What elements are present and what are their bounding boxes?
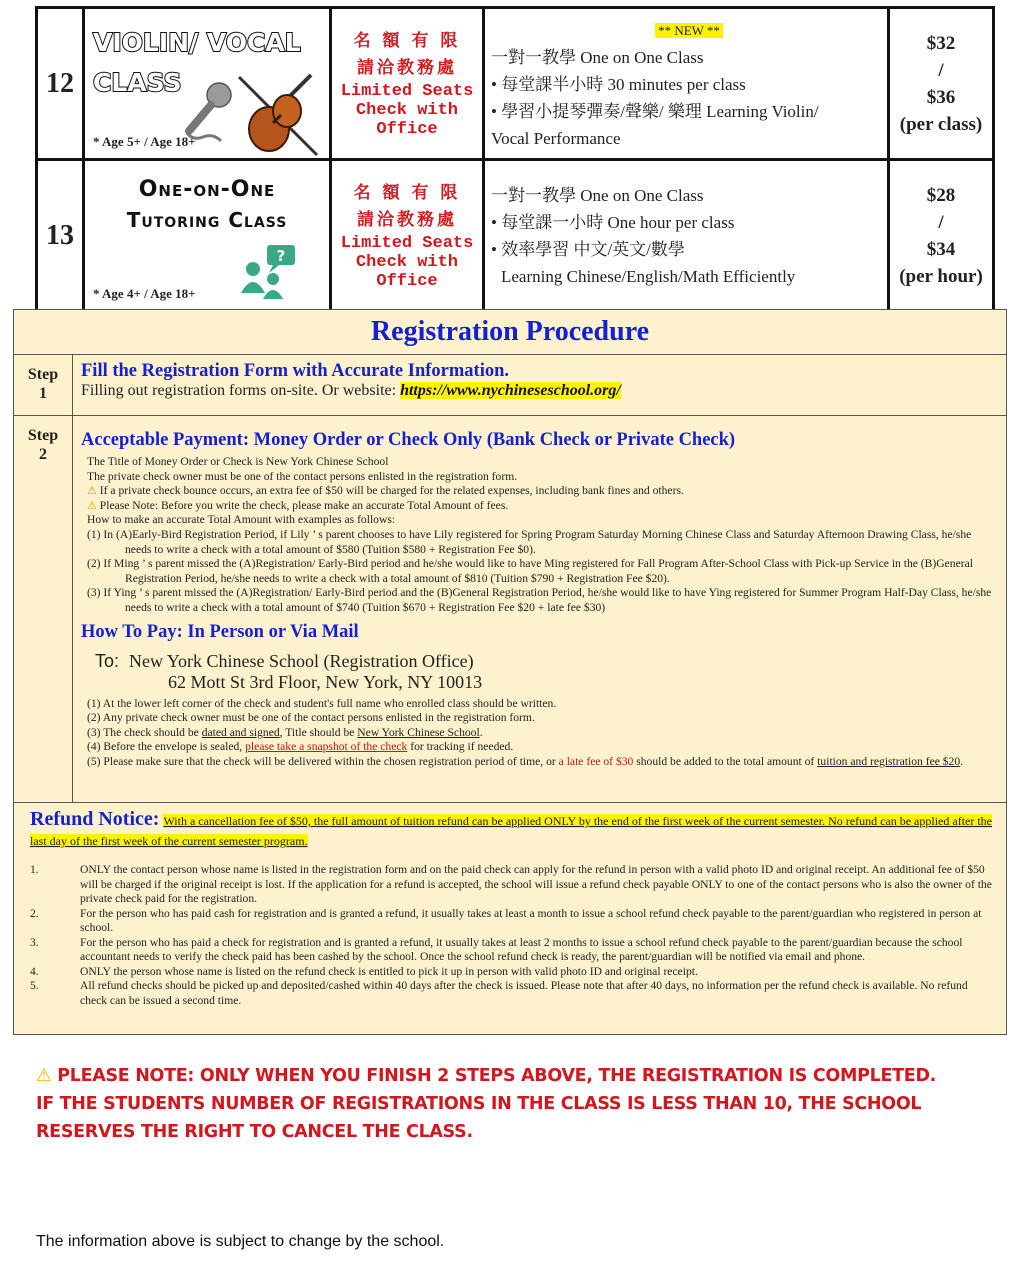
list-item: 4. ONLY the person whose name is listed on the refund check is entitled to pick it up in person with valid photo ID and original receipt. bbox=[30, 964, 698, 978]
step-2 bbox=[14, 416, 1006, 803]
limited-seats-cell: 名 額 有 限 請洽教務處 Limited Seats Check with Office bbox=[331, 8, 484, 160]
step-2-heading: Acceptable Payment: Money Order or Check Only (Bank Check or Private Check) bbox=[81, 430, 736, 450]
list-item: 1. ONLY the contact person whose name is listed in the registration form and on the paid check can apply for the refund in person with a valid photo ID and original receipt. An additional fee of $50 will be charged if the original receipt is lost. If the application for a refund is accepted, the school will issue a refund check payable ONLY to one of the contact persons who is also the owner of the private check paid for the registration. bbox=[30, 863, 992, 905]
class-name-cell bbox=[84, 8, 331, 160]
class-description: ** NEW ** 一對一教學 One on One Class • 每堂課半小時 30 minutes per class • 學習小提琴彈奏/聲樂/ 樂理 Learning Violin/ Vocal Performance bbox=[484, 8, 889, 160]
website-link[interactable]: https://www.nychineseschool.org/ bbox=[400, 382, 621, 399]
how-to-pay-heading: How To Pay: In Person or Via Mail bbox=[81, 621, 359, 642]
step-label: Step 1 bbox=[14, 355, 73, 415]
step-label: Step 2 bbox=[14, 416, 73, 802]
mailing-address: 62 Mott St 3rd Floor, New York, NY 10013 bbox=[168, 671, 483, 692]
footer-disclaimer: The information above is subject to change by the school. bbox=[36, 1233, 445, 1250]
warning-icon: ⚠ bbox=[87, 484, 97, 498]
payment-details: The Title of Money Order or Check is New York Chinese School The private check owner must be one of the contact persons enlisted in the registration form. ⚠ If a private check bounce occurs, an extra fee of $50 will be charged for the related expenses, including bank fines and others. ⚠ Please Note: Before you write the check, please make an accurate Total Amount of fees. How to make an accurate Total Amount with examples as follows: (1) In (A)Early-Bird Registration Period, if Lily ’ s parent chooses to have Lily registered for Spring Program Saturday Morning Chinese Class and Saturday Afternoon Drawing Class, he/she needs to write a check with a total amount of $580 (Tuition $580 + Registration Fee $0). (2) If Ming ’ s parent missed the (A)Registration/ Early-Bird period and he/she would like to have Ming registered for Fall Program After-School Class with Pick-up Service in the (B)General Registration Period, he/she needs to write a check with a total amount of $810 (Tuition $790 + Registration Fee $20). (3) If Ying ’ s parent missed the (A)Registration/ Early-Bird period and the (B)General Registration Period, he/she would like to have Ying registered for Summer Program Half-Day Class, he/she needs to write a check with a total amount of $740 (Tuition $670 + Registration Fee $20 + late fee $30) bbox=[87, 455, 992, 614]
class-row bbox=[37, 160, 994, 312]
list-item: 3. For the person who has paid a check for registration and is granted a refund, it usually takes at least 2 months to issue a school refund check payable to the parent/guardian because the school accountant needs to verify the check paid has been cashed by the school. Once the school refund check is ready, the parent/guardian will be notified via email and phone. bbox=[30, 935, 963, 963]
limited-seats-cell: 名 額 有 限 請洽教務處 Limited Seats Check with Office bbox=[331, 160, 484, 312]
mailing-recipient: To: New York Chinese School (Registration Office) bbox=[95, 650, 474, 671]
registration-notice: ⚠ PLEASE NOTE: ONLY WHEN YOU FINISH 2 STEPS ABOVE, THE REGISTRATION IS COMPLETED. IF THE STUDENTS NUMBER OF REGISTRATIONS IN THE CLASS IS LESS THAN 10, THE SCHOOL RESERVES THE RIGHT TO CANCEL THE CLASS. bbox=[36, 1066, 937, 1142]
warning-icon: ⚠ bbox=[87, 498, 97, 512]
class-price: $28 / $34 (per hour) bbox=[889, 160, 994, 312]
mailing-instructions: (1) At the lower left corner of the check and student's full name who enrolled class should be written. (2) Any private check owner must be one of the contact persons enlisted in the registration form. (3) The check should be dated and signed, Title should be New York Chinese School. (4) Before the envelope is sealed, please take a snapshot of the check for tracking if needed. (5) Please make sure that the check will be delivered within the chosen registration period of time, or a late fee of $30 should be added to the total amount of tuition and registration fee $20. bbox=[87, 696, 964, 768]
class-row bbox=[37, 8, 994, 160]
refund-rules bbox=[30, 863, 996, 1008]
violin-icon bbox=[233, 71, 323, 159]
warning-icon: ⚠ bbox=[36, 1066, 52, 1086]
age-requirement: * Age 5+ / Age 18+ bbox=[93, 134, 196, 149]
svg-text:?: ? bbox=[276, 247, 286, 265]
class-number: 13 bbox=[37, 160, 84, 312]
class-name-cell bbox=[84, 160, 331, 312]
step-1-heading: Fill the Registration Form with Accurate Information. bbox=[81, 361, 509, 381]
class-table bbox=[35, 6, 995, 313]
list-item: 5. All refund checks should be picked up and deposited/cashed within 40 days after the check is issued. Please note that after 40 days, no information per the refund check is available. No refund check can be issued a second time. bbox=[30, 979, 968, 1007]
registration-procedure bbox=[13, 309, 1007, 1035]
class-title: VIOLIN/ VOCAL CLASS bbox=[93, 28, 301, 97]
class-number: 12 bbox=[37, 8, 84, 160]
new-badge: ** NEW ** bbox=[491, 16, 887, 44]
tutoring-people-icon bbox=[239, 243, 299, 301]
refund-notice bbox=[14, 803, 1006, 1008]
procedure-title: Registration Procedure bbox=[14, 310, 1006, 355]
refund-lead: With a cancellation fee of $50, the full amount of tuition refund can be applied ONLY by the end of the first week of the current semester. No refund can be applied after the last day of the first week of the current semester program. bbox=[30, 814, 993, 848]
class-price: $32 / $36 (per class) bbox=[889, 8, 994, 160]
step-1: Step 1 Fill the Registration Form with Accurate Information. Filling out registration forms on-site. Or website: https://www.nychineseschool.org/ bbox=[14, 355, 1006, 416]
refund-heading: Refund Notice: bbox=[30, 808, 160, 830]
class-description: 一對一教學 One on One Class • 每堂課一小時 One hour per class • 效率學習 中文/英文/數學 Learning Chinese/English/Math Efficiently bbox=[484, 160, 889, 312]
list-item: 2. For the person who has paid cash for registration and is granted a refund, it usually takes at least a month to issue a school refund check payable to the parent/guardian who registered in person at school. bbox=[30, 906, 982, 934]
class-title: One-on-One Tutoring Class bbox=[126, 177, 288, 232]
age-requirement: * Age 4+ / Age 18+ bbox=[93, 286, 196, 301]
